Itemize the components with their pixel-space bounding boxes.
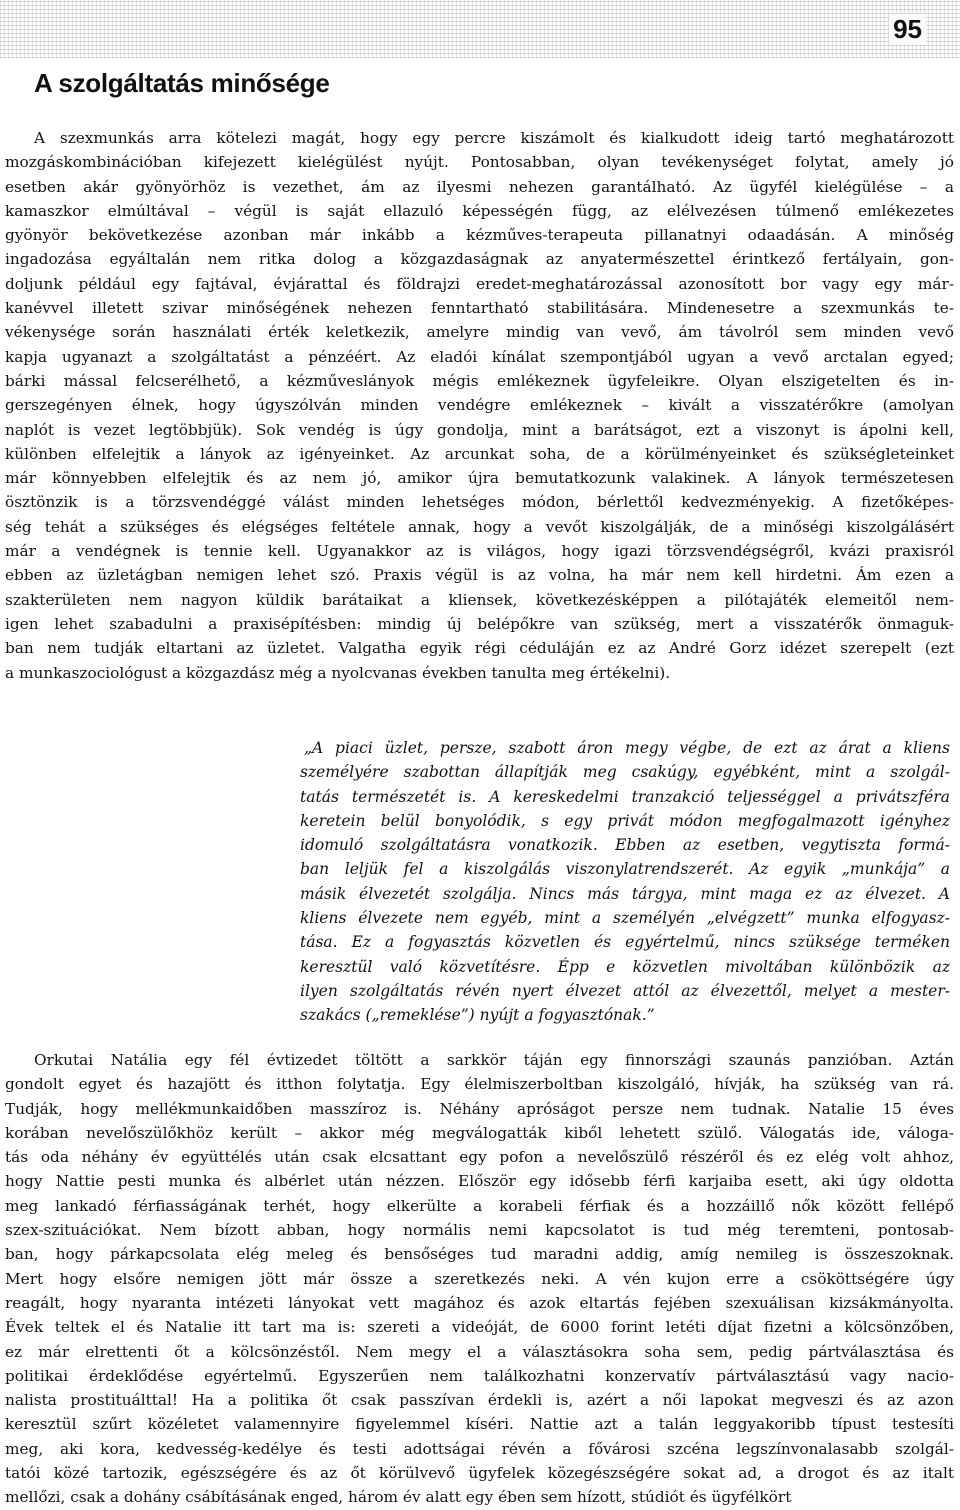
quote-line: ilyen szolgáltatás révén nyert élvezet attól az élvezettől, melyet a mester- [300, 981, 950, 1000]
paragraph2-line: meg, aki kora, kedvesség-kedélye és testi adottságai révén a fővárosi szcéna legszínvonalasabb szolgál- [5, 1439, 954, 1458]
paragraph2-line: hogy Nattie pesti munka és albérlet után nézzen. Először egy idősebb férfi karjaiba esett, aki úgy oldotta [5, 1172, 954, 1191]
paragraph1-line: kapja ugyanazt a szolgáltatást a pénzéért. Az eladói kínálat szempontjából ugyan a vevő arctalan egyed; [5, 347, 954, 366]
paragraph2-line: nalista prostituálttal! Ha a politika őt csak passzívan érdekli is, azért a női lapokat megveszi és az azon [5, 1391, 954, 1410]
paragraph1-line: szakterületen nem nagyon küldik barátaikat a kliensek, következésképpen a pilótajáték elemeitől nem- [5, 590, 954, 609]
paragraph1-line: A szexmunkás arra kötelezi magát, hogy egy percre kiszámolt és kialkudott ideig tartó meghatározott [34, 129, 954, 147]
body-paragraph-1 [0, 126, 960, 685]
paragraph2-line: meg lankadó férfiasságának terhét, hogy elkerülte a korabeli férfiak és a hozzáillő nők között fellépő [5, 1196, 954, 1215]
paragraph2-line: Orkutai Natália egy fél évtizedet töltött a sarkkör táján egy finnországi szaunás panzióban. Aztán [34, 1051, 954, 1069]
paragraph2-line: Évek teltek el és Natalie itt tart ma is: szereti a videóját, de 6000 forint letéti díjat fizetni a kölcsönzőben, [5, 1318, 954, 1337]
chapter-title: A szolgáltatás minősége [34, 68, 330, 98]
quote-line: tása. Ez a fogyasztás közvetlen és egyértelmű, nincs szüksége terméken [300, 933, 950, 952]
paragraph1-line: kamaszkor elmúltával – végül is saját ellazuló képességén függ, az elélvezésen túlmenő emlékezetes [5, 201, 954, 220]
quote-line: keresztül való közvetítésre. Épp e közvetlen mivoltában különbözik az [300, 957, 950, 976]
paragraph1-line: igen lehet szabadulni a praxisépítésben: mindig új belépőkre van szükség, mert a visszatérők önmaguk- [5, 614, 954, 633]
page-number: 95 [889, 14, 926, 45]
paragraph2-line: szex-szituációkat. Nem bízott abban, hogy normális nemi kapcsolatot is tud még teremteni, pontosab- [5, 1221, 954, 1240]
quote-line: ban leljük fel a kiszolgálás viszonylatrendszerét. Az egyik „munkája” a [300, 860, 950, 879]
paragraph1-line: naplót is vezet legtöbbjük). Sok vendég is úgy gondolja, mint a barátságot, ezt a viszonyt is ápolni kell, [5, 420, 954, 439]
paragraph1-line: különben elfelejtik a lányok az igényeinket. Az arcunkat soha, de a körülményeinket és szükségleteinket [5, 444, 954, 463]
block-quote [300, 736, 950, 1028]
paragraph2-line: gondolt egyet és hazajött és itthon folytatja. Egy élelmiszerboltban kiszolgáló, hívják, ha szükség van rá. [5, 1075, 954, 1094]
paragraph2-line: mellőzi, csak a dohány csábításának enged, három év alatt egy ében sem hízott, stúdiót és ügyfélkört [5, 1488, 792, 1507]
paragraph1-line: mozgáskombinációban kifejezett kielégülést nyújt. Pontosabban, olyan tevékenységet folytat, amely jó [5, 153, 954, 172]
paragraph1-line: doljunk például egy fajtával, évjárattal és földrajzi eredet-meghatározással azonosított bor vagy egy már- [5, 274, 954, 293]
paragraph1-line: ség tehát a szükséges és elégséges feltétele annak, hogy a vevőt kiszolgálják, de a minőségi kiszolgálásért [5, 517, 954, 536]
paragraph1-line: a munkaszociológust a közgazdász még a nyolcvanas években tanulta meg értékelni). [5, 663, 671, 682]
quote-line: idomuló szolgáltatásra vonatkozik. Ebben az esetben, vegytiszta formá- [300, 836, 950, 855]
paragraph1-line: esetben akár gyönyörhöz is vezethet, ám az ilyesmi nehezen garantálható. Az ügyfél kielégülése – a [5, 177, 954, 196]
quote-line: tatás természetét is. A kereskedelmi tranzakció teljességgel a privátszféra [300, 787, 950, 806]
paragraph2-line: Mert hogy elsőre nemigen jött már össze a szeretkezés neki. A vén kujon erre a csököttségére úgy [5, 1269, 954, 1288]
paragraph1-line: gyönyör bekövetkezése azonban már inkább a kézműves-terapeuta pillanatnyi odaadásán. A minőség [5, 226, 954, 245]
quote-line: „A piaci üzlet, persze, szabott áron megy végbe, de ezt az árat a kliens [304, 739, 950, 757]
paragraph1-line: kanévvel illetett szivar minőségének nehezen fenntartható stabilitására. Mindenesetre a szexmunkás te- [5, 299, 954, 318]
paragraph2-line: tatói közé tartozik, egészségére és az őt körülvevő ügyfelek közegészségére sokat ad, a drogot és az italt [5, 1464, 954, 1483]
quote-line: keretein belül bonyolódik, s egy privát módon megfogalmazott igényhez [300, 811, 950, 830]
paragraph1-line: ingadozása egyáltalán nem ritka dolog a közgazdaságnak az anyatermészettel érintkező fertályain, gon- [5, 250, 954, 269]
page-header-band [0, 0, 960, 58]
paragraph2-line: ez már elrettenti őt a kölcsönzéstől. Nem megy el a választásokra soha sem, pedig pártválasztása és [5, 1342, 954, 1361]
quote-line: kliens élvezete nem egyéb, mint a személyén „elvégzett” munka elfogyasz- [300, 909, 950, 928]
paragraph1-line: ebben az üzletágban nemigen lehet szó. Praxis végül is az volna, ha már nem kell hirdetni. Ám ezen a [5, 566, 954, 585]
paragraph2-line: korában nevelőszülőkhöz került – akkor még megválogatták kiből lehetett szülő. Válogatás ide, váloga- [5, 1123, 954, 1142]
paragraph2-line: tás oda néhány év együttélés után csak elcsattant egy pofon a nevelőszülő részéről és ez elég volt ahhoz, [5, 1148, 954, 1167]
paragraph2-line: Tudják, hogy mellékmunkaidőben masszíroz is. Néhány apróságot persze nem tudnak. Natalie 15 éves [5, 1099, 954, 1118]
paragraph2-line: keresztül szűrt közéletet valamennyire figyelemmel kíséri. Nattie azt a talán leggyakoribb típust testesíti [5, 1415, 954, 1434]
quote-line: másik élvezetét szolgálja. Nincs más tárgya, mint maga ez az élvezet. A [300, 884, 950, 903]
paragraph1-line: már könnyebben elfelejtik és az nem jó, amikor újra bemutatkozunk valakinek. A lányok természetesen [5, 469, 954, 488]
paragraph1-line: vékenysége során használati érték keletkezik, amelyre mindig van vevő, ám távolról sem minden vevő [5, 323, 954, 342]
body-paragraph-2 [0, 1048, 960, 1510]
paragraph1-line: gerszegényen élnek, hogy úgyszólván minden vendégre emlékeznek – kivált a visszatérőkre (amolyan [5, 396, 954, 415]
quote-line: személyére szabottan állapítják meg csakúgy, egyébként, mint a szolgál- [300, 763, 950, 782]
paragraph1-line: ban nem tudják eltartani az üzletet. Valgatha egyik régi céduláján ez az André Gorz idézet szerepelt (ezt [5, 639, 954, 658]
paragraph2-line: politikai érdeklődése egyértelmű. Egyszerűen nem találkozhatni konzervatív pártválasztású vagy nacio- [5, 1366, 954, 1385]
paragraph2-line: ban, hogy párkapcsolata elég meleg és bensőséges tud maradni addig, amíg nemileg is összeszoknak. [5, 1245, 954, 1264]
paragraph2-line: reagált, hogy nyaranta intézeti lányokat vett magához és azok eltartás fejében szexuálisan kizsákmányolta. [5, 1293, 954, 1312]
paragraph1-line: bárki mással felcserélhető, a kézműveslányok mégis emlékeznek ügyfeleikre. Olyan elszigetelten és in- [5, 371, 954, 390]
paragraph1-line: ösztönzik is a törzsvendéggé válást minden lehetséges módon, bérlettől kedvezményekig. A fizetőképes- [5, 493, 954, 512]
paragraph1-line: már a vendégnek is tennie kell. Ugyanakkor az is világos, hogy igazi törzsvendégségről, kvázi praxisról [5, 542, 954, 561]
quote-line: szakács („remeklése”) nyújt a fogyasztónak.” [300, 1006, 655, 1025]
